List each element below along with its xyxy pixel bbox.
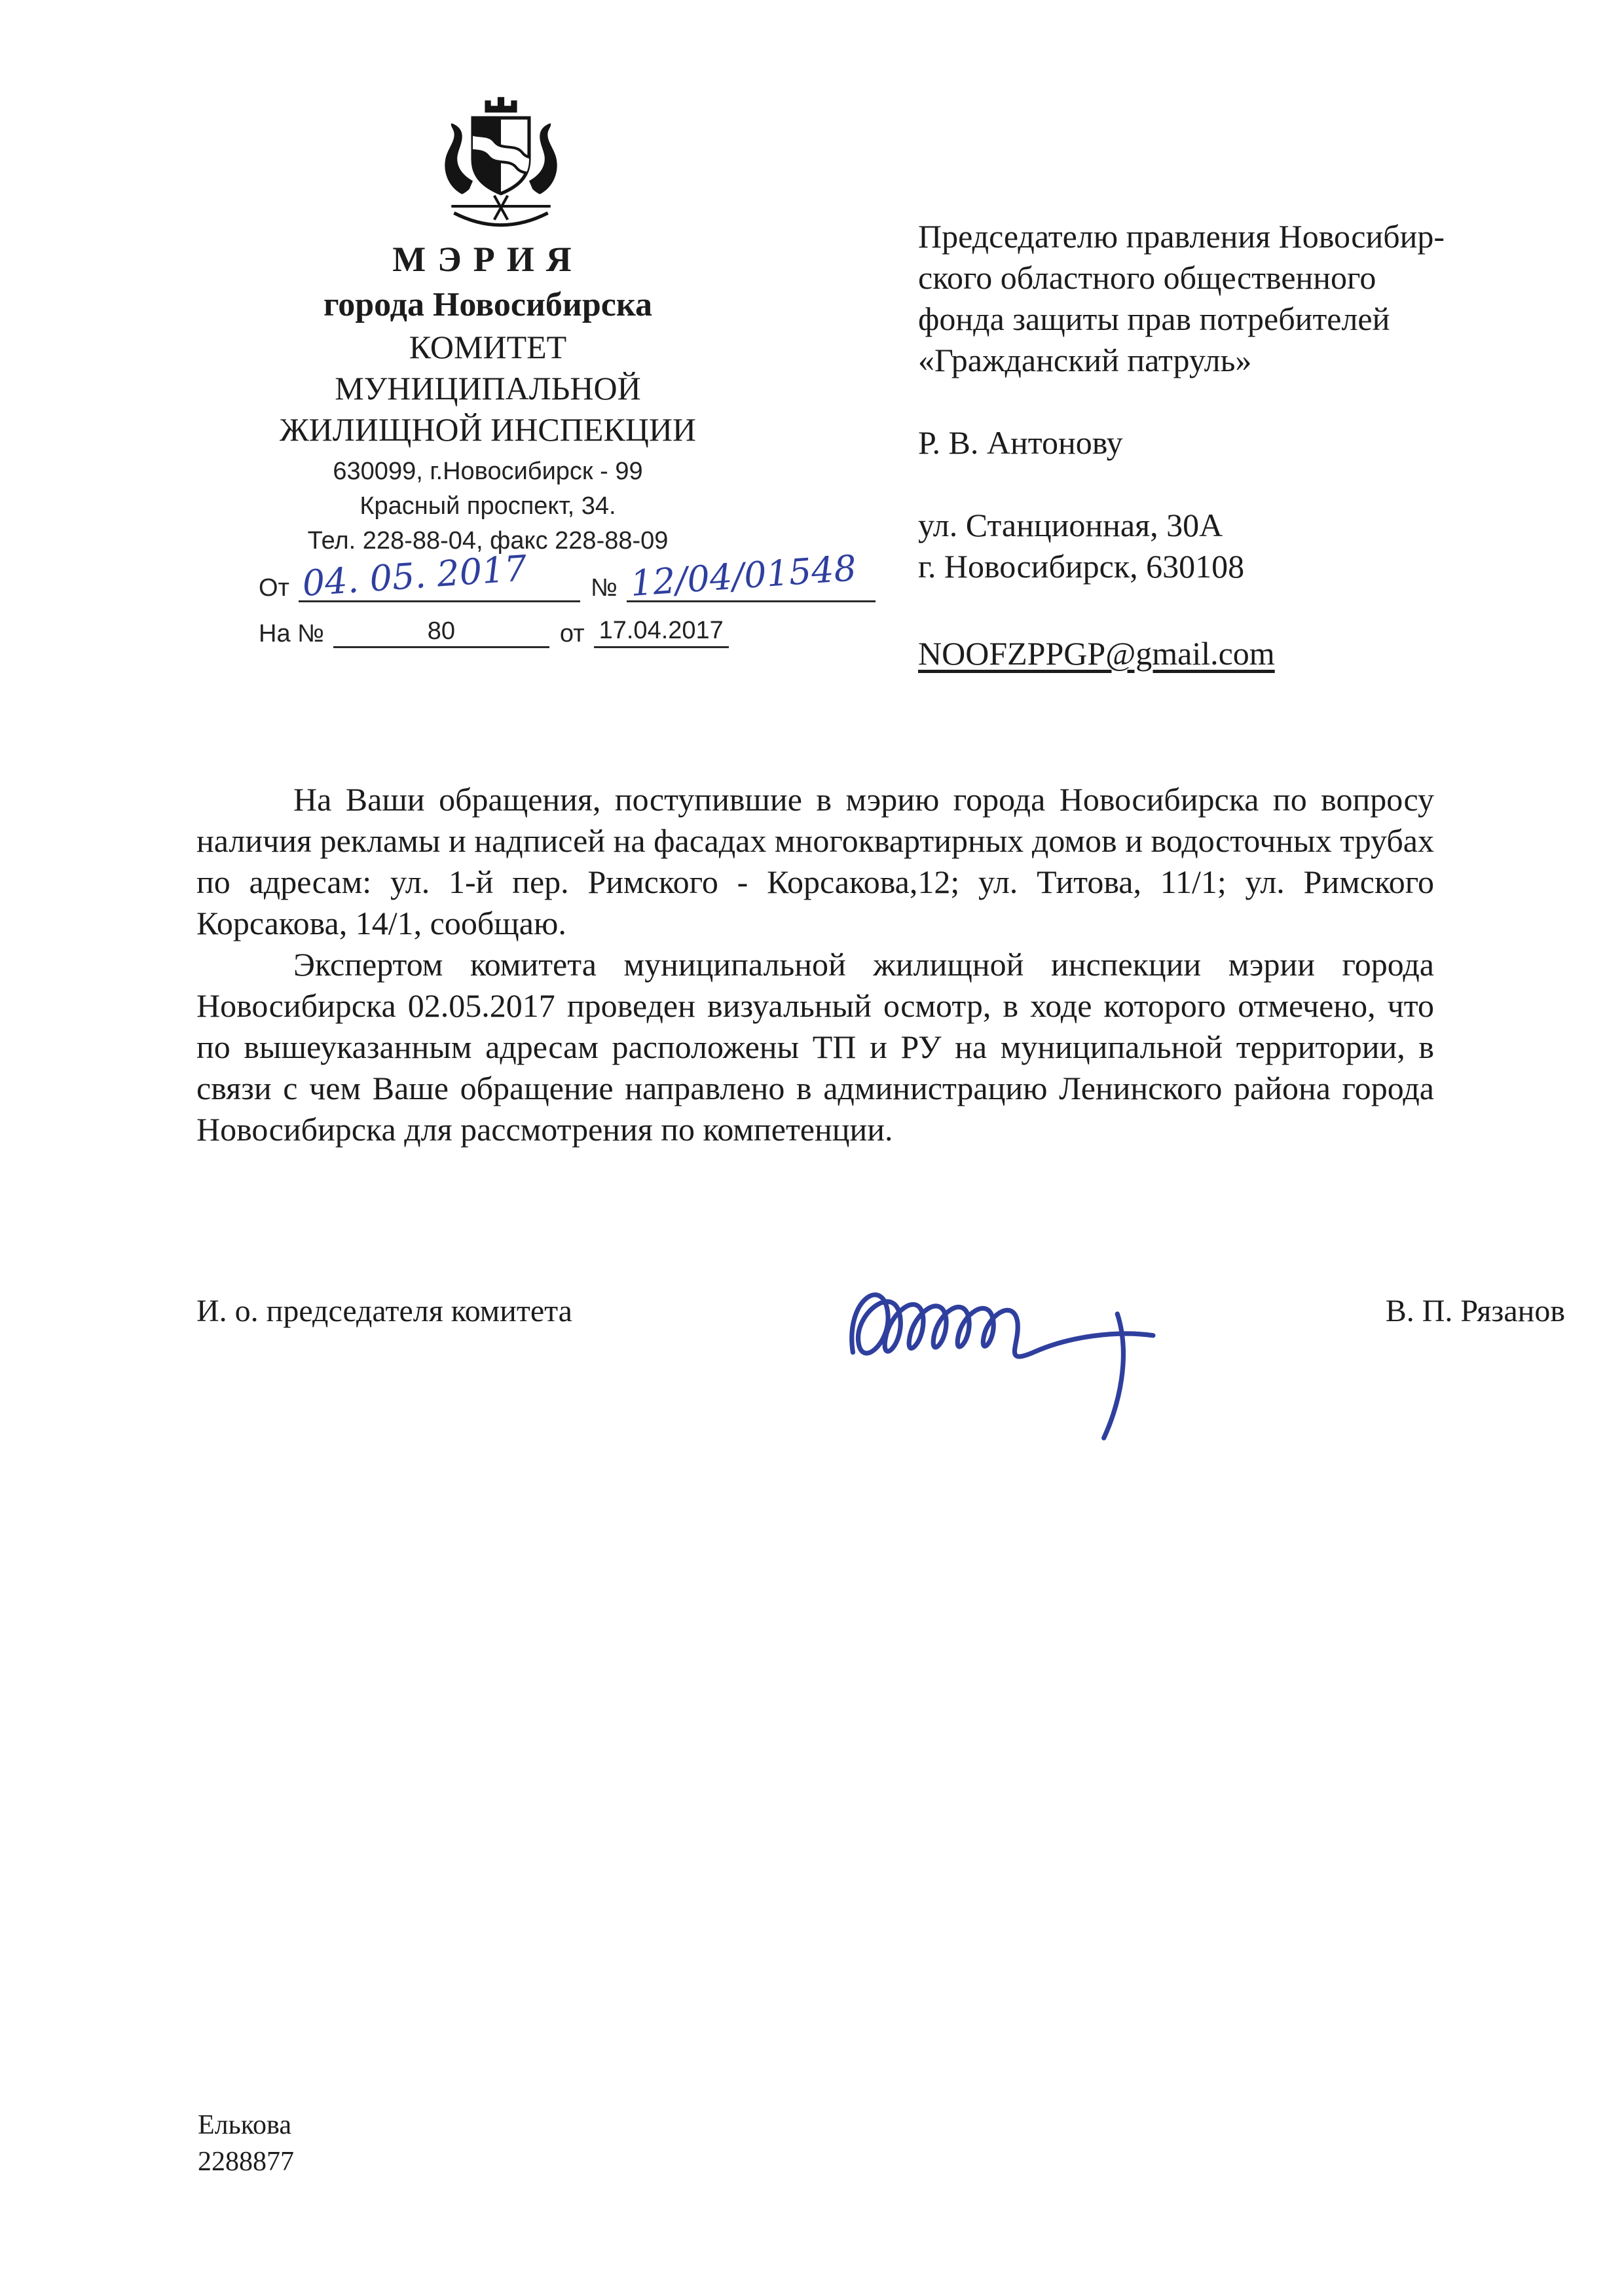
executor-block	[198, 2107, 294, 2180]
novosibirsk-coat-of-arms-icon	[420, 88, 581, 232]
org-street-address: Красный проспект, 34.	[360, 492, 616, 520]
handwritten-outgoing-date: 04. 05. 2017	[301, 547, 528, 604]
recipient-title-line: ского областного общественного	[918, 259, 1376, 296]
recipient-block	[918, 216, 1573, 674]
incoming-date: 17.04.2017	[594, 617, 729, 648]
signer-name: В. П. Рязанов	[1385, 1294, 1565, 1328]
body-paragraph-2: Экспертом комитета муниципальной жилищной инспекции мэрии города Новосибирска 02.05.2017 проведен визуальный осмотр, в ходе которого отмечено, что по вышеуказанным адресам расположены ТП и РУ на муниципальной территории, в связи с чем Ваше обращение направлено в администрацию Ленинского района города Новосибирска для рассмотрения по компетенции.	[196, 946, 1434, 1148]
org-dept-line3: ЖИЛИЩНОЙ ИНСПЕКЦИИ	[279, 411, 697, 448]
executor-phone: 2288877	[198, 2147, 294, 2177]
signer-position: И. о. председателя комитета	[196, 1294, 572, 1328]
handwritten-outgoing-number: 12/04/01548	[629, 547, 858, 604]
incoming-number: 80	[427, 617, 456, 645]
recipient-city: г. Новосибирск, 630108	[918, 548, 1245, 585]
recipient-name: Р. В. Антонову	[918, 424, 1123, 461]
org-dept-line1: КОМИТЕТ	[409, 329, 567, 365]
recipient-email: NOOFZPPGP@gmail.com	[918, 635, 1275, 672]
outgoing-ref-line	[259, 547, 913, 604]
body-paragraph-1: На Ваши обращения, поступившие в мэрию города Новосибирска по вопросу наличия рекламы и надписей на фасадах многоквартирных домов и водосточных трубах по адресам: ул. 1-й пер. Римского - Корсакова,12; ул. Титова, 11/1; ул. Римского Корсакова, 14/1, сообщаю.	[196, 781, 1434, 941]
recipient-title-line: «Гражданский патруль»	[918, 342, 1252, 378]
org-dept-line2: МУНИЦИПАЛЬНОЙ	[335, 370, 641, 407]
outgoing-number-field	[627, 547, 876, 604]
org-name: МЭРИЯ	[392, 240, 583, 279]
recipient-street: ул. Станционная, 30А	[918, 507, 1223, 543]
reply-to-label: На №	[259, 620, 324, 647]
sender-letterhead	[138, 239, 838, 558]
letter-body	[196, 779, 1434, 1150]
incoming-ref-line	[259, 606, 913, 648]
reply-from-label: от	[559, 620, 585, 647]
org-phone: Тел. 228-88-04, факс 228-88-09	[307, 527, 669, 555]
incoming-number-field	[333, 613, 549, 648]
number-sign-label: №	[590, 574, 618, 602]
recipient-title-line: Председателю правления Новосибир-	[918, 218, 1445, 255]
signature-row	[196, 1273, 1565, 1509]
org-postal-address: 630099, г.Новосибирск - 99	[333, 458, 643, 485]
recipient-title-line: фонда защиты прав потребителей	[918, 301, 1390, 337]
outgoing-date-field	[299, 547, 580, 604]
reference-block	[259, 547, 913, 648]
from-label: От	[259, 574, 289, 602]
handwritten-signature	[812, 1228, 1231, 1450]
org-city: города Новосибирска	[323, 286, 653, 323]
executor-name: Елькова	[198, 2110, 291, 2140]
